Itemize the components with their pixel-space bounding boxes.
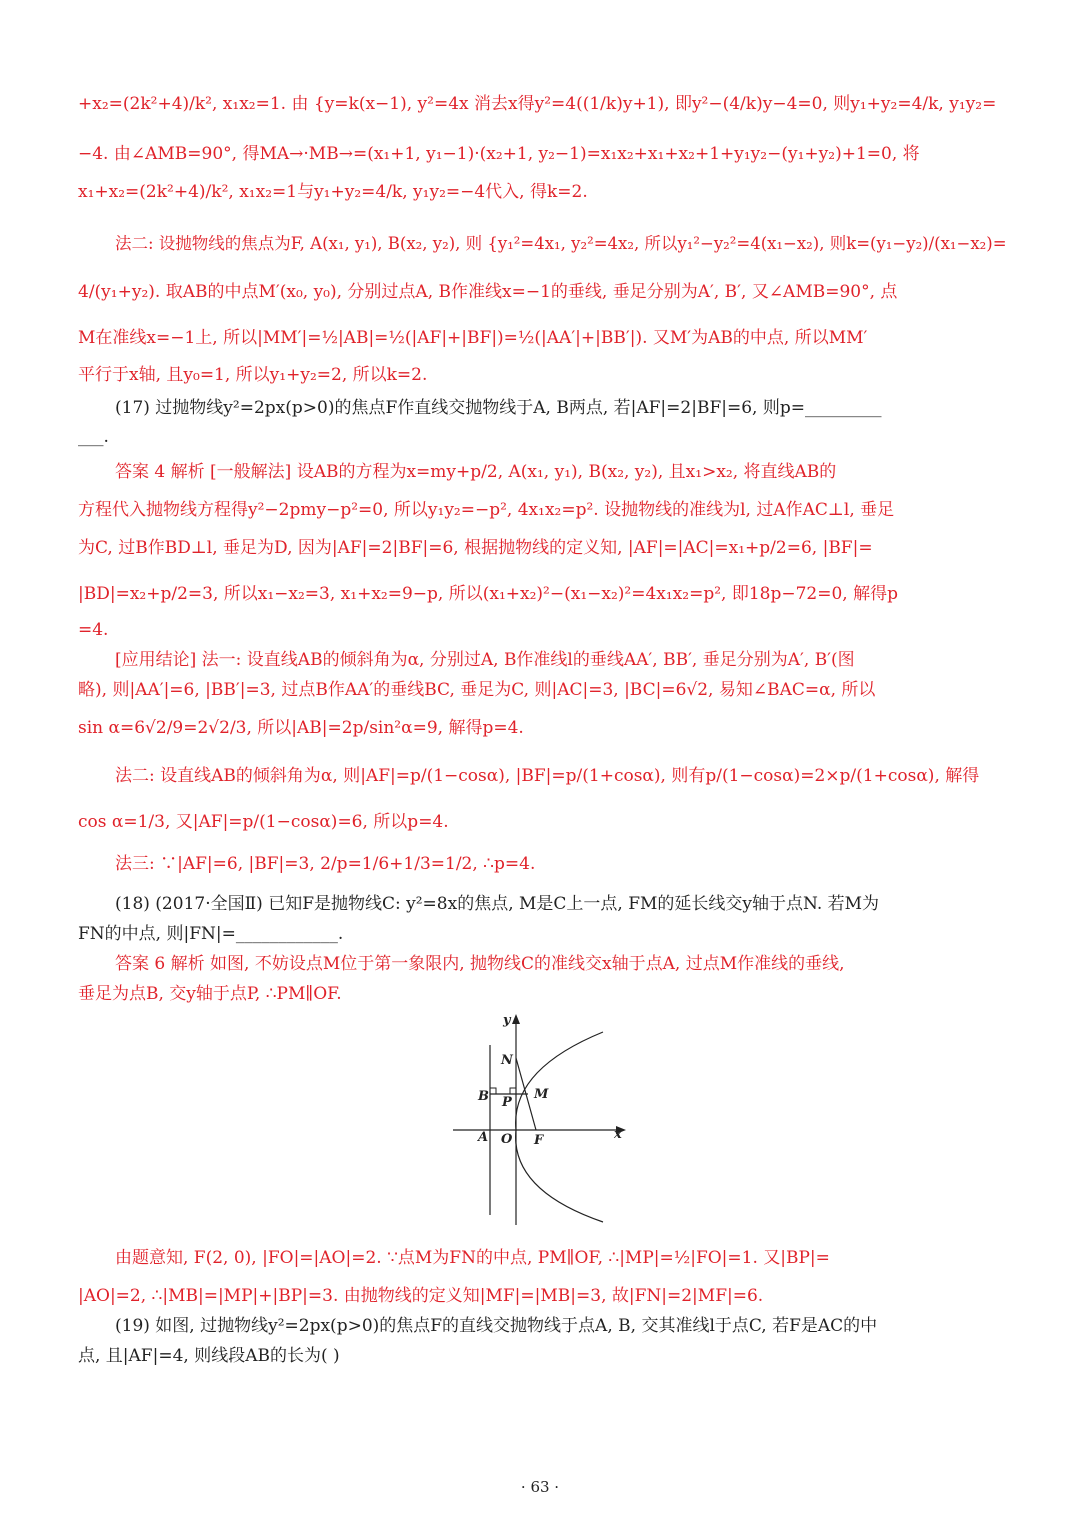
label-B: B: [478, 1089, 489, 1104]
text-line: 由题意知, F(2, 0), |FO|=|AO|=2. ∵点M为FN的中点, PM∥OF, ∴|MP|=½|FO|=1. 又|BP|=: [115, 1248, 830, 1268]
page-number: · 63 ·: [520, 1478, 560, 1496]
text-line: 法三: ∵|AF|=6, |BF|=3, 2/p=1/6+1/3=1/2, ∴p=4.: [115, 854, 536, 874]
label-y: y: [503, 1013, 511, 1028]
text-line: 略), 则|AA′|=6, |BB′|=3, 过点B作AA′的垂线BC, 垂足为C, 则|AC|=3, |BC|=6√2, 易知∠BAC=α, 所以: [78, 680, 876, 700]
label-M: M: [534, 1087, 549, 1102]
text-line: FN的中点, 则|FN|=____________.: [78, 924, 344, 944]
text-line: 方程代入抛物线方程得y²−2pmy−p²=0, 所以y₁y₂=−p², 4x₁x₂=p². 设抛物线的准线为l, 过A作AC⊥l, 垂足: [78, 500, 895, 520]
text-line: (18) (2017·全国Ⅱ) 已知F是抛物线C: y²=8x的焦点, M是C上一点, FM的延长线交y轴于点N. 若M为: [115, 894, 880, 914]
text-line: sin α=6√2/9=2√2/3, 所以|AB|=2p/sin²α=9, 解得p=4.: [78, 718, 524, 738]
text-line: 平行于x轴, 且y₀=1, 所以y₁+y₂=2, 所以k=2.: [78, 365, 428, 385]
text-line: +x₂=(2k²+4)/k², x₁x₂=1. 由 {y=k(x−1), y²=4x 消去x得y²=4((1/k)y+1), 即y²−(4/k)y−4=0, 则y₁+y₂=4/k, y₁y₂=: [78, 94, 997, 114]
label-A: A: [478, 1130, 489, 1145]
text-line: −4. 由∠AMB=90°, 得MA→·MB→=(x₁+1, y₁−1)·(x₂+1, y₂−1)=x₁x₂+x₁+x₂+1+y₁y₂−(y₁+y₂)+1=0, 将: [78, 144, 920, 164]
text-line: [应用结论] 法一: 设直线AB的倾斜角为α, 分别过A, B作准线l的垂线AA′, BB′, 垂足分别为A′, B′(图: [115, 650, 855, 670]
parabola-figure: [448, 1010, 638, 1230]
text-line: 法二: 设抛物线的焦点为F, A(x₁, y₁), B(x₂, y₂), 则 {y₁²=4x₁, y₂²=4x₂, 所以y₁²−y₂²=4(x₁−x₂), 则k=(y₁−y₂)/(x₁−x₂)=: [115, 234, 1007, 253]
text-line: (17) 过抛物线y²=2px(p>0)的焦点F作直线交抛物线于A, B两点, 若|AF|=2|BF|=6, 则p=_________: [115, 398, 882, 418]
text-line: 法二: 设直线AB的倾斜角为α, 则|AF|=p/(1−cosα), |BF|=p/(1+cosα), 则有p/(1−cosα)=2×p/(1+cosα), 解得: [115, 766, 980, 786]
label-F: F: [534, 1133, 544, 1148]
label-P: P: [502, 1095, 512, 1110]
text-line: 点, 且|AF|=4, 则线段AB的长为( ): [78, 1346, 340, 1366]
text-line: 垂足为点B, 交y轴于点P, ∴PM∥OF.: [78, 984, 342, 1004]
label-N: N: [501, 1053, 513, 1068]
text-line: 为C, 过B作BD⊥l, 垂足为D, 因为|AF|=2|BF|=6, 根据抛物线的定义知, |AF|=|AC|=x₁+p/2=6, |BF|=: [78, 538, 873, 558]
label-O: O: [501, 1132, 513, 1147]
text-line: 答案 4 解析 [一般解法] 设AB的方程为x=my+p/2, A(x₁, y₁), B(x₂, y₂), 且x₁>x₂, 将直线AB的: [115, 462, 837, 482]
text-line: x₁+x₂=(2k²+4)/k², x₁x₂=1与y₁+y₂=4/k, y₁y₂=−4代入, 得k=2.: [78, 182, 588, 202]
text-line: ___.: [78, 427, 109, 447]
text-line: |AO|=2, ∴|MB|=|MP|+|BP|=3. 由抛物线的定义知|MF|=|MB|=3, 故|FN|=2|MF|=6.: [78, 1286, 764, 1306]
text-line: 4/(y₁+y₂). 取AB的中点M′(x₀, y₀), 分别过点A, B作准线x=−1的垂线, 垂足分别为A′, B′, 又∠AMB=90°, 点: [78, 282, 898, 302]
text-line: cos α=1/3, 又|AF|=p/(1−cosα)=6, 所以p=4.: [78, 812, 449, 832]
label-x: x: [614, 1127, 622, 1142]
text-line: 答案 6 解析 如图, 不妨设点M位于第一象限内, 抛物线C的准线交x轴于点A, 过点M作准线的垂线,: [115, 954, 845, 974]
text-line: M在准线x=−1上, 所以|MM′|=½|AB|=½(|AF|+|BF|)=½(|AA′|+|BB′|). 又M′为AB的中点, 所以MM′: [78, 328, 868, 348]
text-line: |BD|=x₂+p/2=3, 所以x₁−x₂=3, x₁+x₂=9−p, 所以(x₁+x₂)²−(x₁−x₂)²=4x₁x₂=p², 即18p−72=0, 解得p: [78, 584, 898, 604]
text-line: (19) 如图, 过抛物线y²=2px(p>0)的焦点F的直线交抛物线于点A, B, 交其准线l于点C, 若F是AC的中: [115, 1316, 878, 1336]
text-line: =4.: [78, 620, 109, 640]
